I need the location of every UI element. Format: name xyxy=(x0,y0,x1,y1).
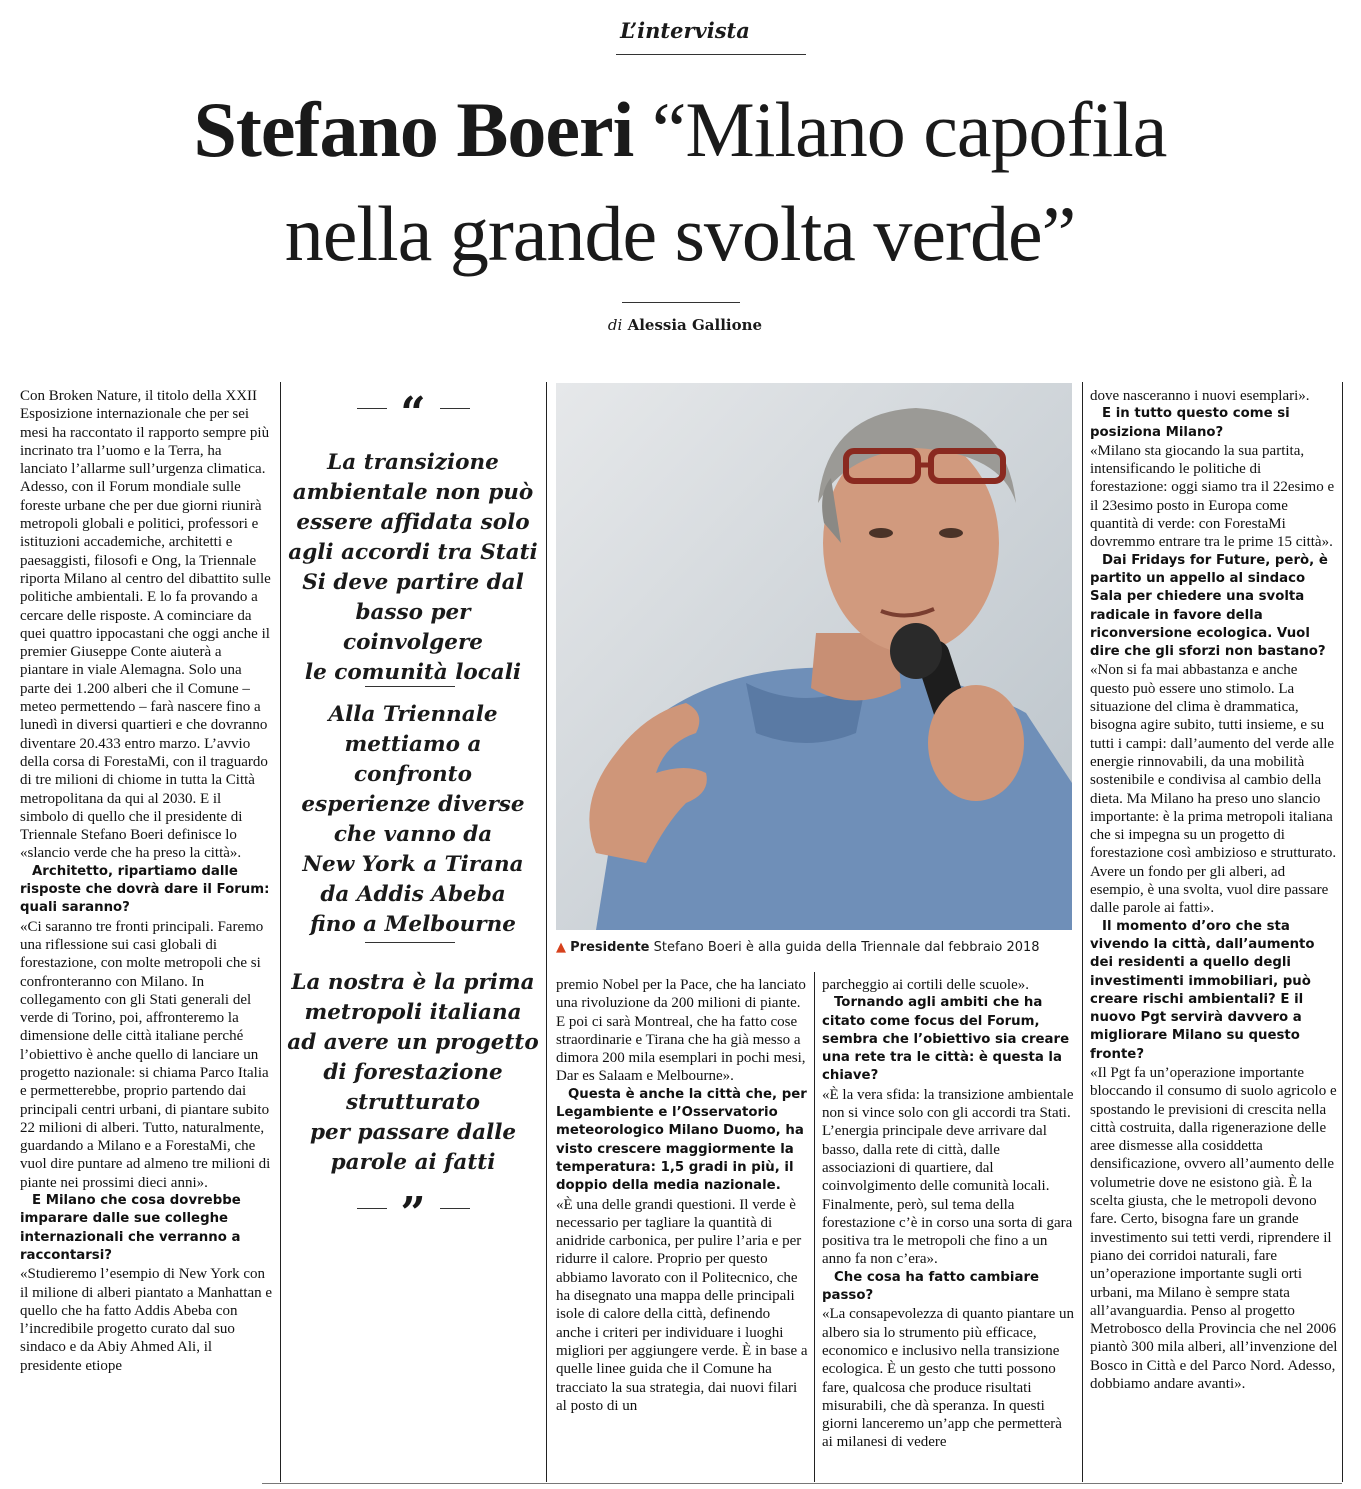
byline-divider xyxy=(622,302,740,303)
question: Tornando agli ambiti che ha citato come focus del Forum, sembra che l’obiettivo sia creare una rete tra le città: è questa la chiave? xyxy=(822,995,1070,1084)
answer: «Milano sta giocando la sua partita, intensificando le politiche di forestazione: oggi siamo tra il 22esimo e il 23esimo posto in Europa come quantità di verde: con ForestaMi dovremmo entrare tra le prime 15 città». xyxy=(1090,442,1335,551)
pullquote-line: New York a Tirana xyxy=(302,852,524,877)
pullquote-line: strutturato xyxy=(345,1090,481,1115)
question: Dai Fridays for Future, però, è partito un appello al sindaco Sala per chiedere una svolta radicale in favore della riconversione ecologica. Vuol dire che gli sforzi non bastano? xyxy=(1090,552,1328,660)
answer: «Il Pgt fa un’operazione importante bloccando il consumo di suolo agricolo e spostando le previsioni di crescita nella città costruita, dalla rigenerazione delle aree dismesse alla cosiddetta densificazione, ovvero all’aumento delle volumetrie dove ne esistono già. È la scelta giusta, che le metropoli devono fare. Certo, bisogna fare un grande investimento sui tetti verdi, riprendere il piano dei corridoi naturali, fare un’operazione importante sugli orti urbani, ma Milano è sempre stata all’avanguardia. Penso al progetto Metrobosco della Provincia che nel 2006 piantò 300 mila alberi, all’invenzione del Bosco in Città e del Parco Nord. Adesso, dobbiamo andare avanti». xyxy=(1090,1064,1338,1393)
answer: «È una delle grandi questioni. Il verde è necessario per tagliare la quantità di anidride carbonica, per pulire l’aria e per ridurre il calore. Proprio per questo abbiamo lavorato con il Politecnico, che ha disegnato una mappa delle principali isole di calore della città, definendo anche i criteri per individuare i luoghi migliori per aggiungere verde. È in base a quelle linee guida che il Comune ha tracciato la sua strategia, dai nuovi filari al posto di un xyxy=(556,1196,808,1414)
byline-prefix: di xyxy=(607,316,623,334)
caption-triangle-icon: ▲ xyxy=(556,940,566,955)
pullquote-line: di forestazione xyxy=(323,1060,503,1085)
column-rule xyxy=(546,382,547,1482)
column-rule xyxy=(1082,382,1083,1482)
pullquote-line: ambientale non può xyxy=(292,480,534,505)
article-column-3 xyxy=(556,976,808,1473)
answer: «Non si fa mai abbastanza e anche questo può essere uno stimolo. La situazione del clima è drammatica, bisogna agire subito, tutti insieme, e su tutti i campi: dall’aumento del verde alle energie rinnovabili, da una mobilità sostenibile e condivisa al cambio della dieta. Ma Milano ha preso uno slancio importante: è la prima metropoli italiana che si impegna su un progetto di forestazione così ambizioso e strutturato. Avere un fondo per gli alberi, ad esempio, è una svolta, vuol dire passare dalle parole ai fatti». xyxy=(1090,662,1337,917)
portrait-illustration xyxy=(556,383,1072,930)
answer-continued: parcheggio ai cortili delle scuole». xyxy=(822,977,1030,993)
photo-caption xyxy=(556,939,1076,957)
pullquote-2 xyxy=(282,700,544,940)
article-column-5 xyxy=(1090,387,1338,1473)
article-column-1 xyxy=(20,387,272,1473)
answer: «È la vera sfida: la transizione ambientale non si vince solo con gli accordi tra Stati. L’energia principale deve arrivare dal basso, dalla rete di città, dalle associazioni di quartiere, dal coinvolgimento delle comunità locali. Finalmente, però, sul tema della forestazione c’è in corso una sorta di gara positiva tra le metropoli che fino a un anno fa non c’era». xyxy=(822,1086,1074,1268)
pullquote-line: La nostra è la prima xyxy=(291,970,535,995)
pullquote-line: mettiamo a confronto xyxy=(344,732,482,787)
answer: «Ci saranno tre fronti principali. Faremo una riflessione sui casi globali di forestazione, con molte metropoli che si confronteranno con Milano. In collegamento con gli Stati generali del verde di Torino, poi, affronteremo la dimensione delle città italiane perché l’obiettivo è anche quello di lanciare un progetto nazionale: si chiama Parco Italia e permetterebbe, proprio partendo dai principali centri urbani, di piantare subito 22 milioni di alberi. Tutto, naturalmente, guardando a Milano e a ForestaMi, che vuol dire puntare ad almeno tre milioni di piante nei prossimi dieci anni». xyxy=(20,918,271,1191)
answer: «La consapevolezza di quanto piantare un albero sia lo strumento più efficace, economico e inclusivo nella transizione ecologica. È un gesto che tutti possono fare, qualcosa che produce risultati misurabili, che dà speranza. In questi giorni lanceremo un’app che permetterà ai milanesi di vedere xyxy=(822,1306,1074,1451)
headline-name: Stefano Boeri xyxy=(193,86,634,173)
headline xyxy=(30,78,1330,286)
question: E in tutto questo come si posiziona Milano? xyxy=(1090,406,1290,440)
pullquote-line: fino a Melbourne xyxy=(310,912,516,937)
bottom-rule xyxy=(262,1483,1342,1484)
kicker-divider xyxy=(616,54,806,55)
quote-dash xyxy=(440,408,470,409)
close-quote-icon: ” xyxy=(400,1188,426,1239)
pullquote-line: Si deve partire dal xyxy=(302,570,524,595)
pullquote-line: parole ai fatti xyxy=(330,1150,496,1175)
pullquote-1 xyxy=(282,448,544,688)
headline-line2: nella grande svolta verde” xyxy=(284,190,1076,277)
pullquote-line: La transizione xyxy=(327,450,499,475)
pullquote-3 xyxy=(282,968,544,1178)
pullquote-line: ad avere un progetto xyxy=(287,1030,539,1055)
answer-continued: dove nasceranno i nuovi esemplari». xyxy=(1090,388,1310,404)
caption-text: Stefano Boeri è alla guida della Triennale dal febbraio 2018 xyxy=(653,940,1040,955)
byline xyxy=(560,316,810,334)
pullquote-line: esperienze diverse xyxy=(301,792,525,817)
pullquote-divider xyxy=(365,942,455,943)
column-rule xyxy=(280,382,281,1482)
portrait-photo xyxy=(556,383,1072,930)
byline-author: Alessia Gallione xyxy=(627,316,763,334)
pullquote-line: che vanno da xyxy=(333,822,493,847)
article-column-4 xyxy=(822,976,1074,1473)
pullquote-line: per passare dalle xyxy=(309,1120,517,1145)
quote-dash xyxy=(440,1208,470,1209)
column-rule xyxy=(814,972,815,1482)
pullquote-line: agli accordi tra Stati xyxy=(288,540,538,565)
answer: «Studieremo l’esempio di New York con il milione di alberi piantato a Manhattan e quello che ha fatto Addis Abeba con l’incredibile progetto curato dal suo sindaco e da Abiy Ahmed Ali, il presidente etiope xyxy=(20,1266,272,1374)
question: E Milano che cosa dovrebbe imparare dalle sue colleghe internazionali che verranno a raccontarsi? xyxy=(20,1193,241,1263)
question: Il momento d’oro che sta vivendo la città, dall’aumento dei residenti a quello degli investimenti immobiliari, può creare rischi ambientali? E il nuovo Pgt servirà davvero a migliorare Milano su questo fronte? xyxy=(1090,918,1315,1062)
pullquote-line: essere affidata solo xyxy=(296,510,530,535)
answer-continued: premio Nobel per la Pace, che ha lanciato una rivoluzione da 200 milioni di piante. E poi ci sarà Montreal, che ha fatto cose straordinarie e Tirana che ha già messo a dimora 200 mila esemplari in pochi mesi, Dar es Salaam e Melbourne». xyxy=(556,977,806,1085)
open-quote-icon: “ xyxy=(400,388,426,439)
pullquote-line: metropoli italiana xyxy=(304,1000,522,1025)
section-kicker: L’intervista xyxy=(620,18,750,43)
question: Architetto, ripartiamo dalle risposte che dovrà dare il Forum: quali saranno? xyxy=(20,863,270,916)
pullquote-line: da Addis Abeba xyxy=(320,882,506,907)
caption-label: Presidente xyxy=(570,940,650,955)
headline-line1: “Milano capofila xyxy=(651,86,1167,173)
lead-paragraph: Con Broken Nature, il titolo della XXII Esposizione internazionale che per sei mesi ha raccontato il rapporto sempre più incrinato tra l’uomo e la Terra, ha lanciato l’allarme sull’urgenza climatica. Adesso, con il Forum mondiale sulle foreste urbane che per due giorni riunirà metropoli globali e politici, professori e istituzioni accademiche, architetti e paesaggisti, filosofi e Ong, la Triennale riporta Milano al centro del dibattito sulle politiche ambientali. E lo fa provando a cercare delle risposte. A cominciare da quei quattro ippocastani che oggi anche il premier Giuseppe Conte aiuterà a piantare in viale Alemagna. Solo una parte dei 1.200 alberi che il Comune – meteo permettendo – farà nascere fino a lunedì in diversi quartieri e che dovranno diventare 20.433 entro marzo. L’avvio della corsa di ForestaMi, con il traguardo di tre milioni di chiome in tutta la Città metropolitana da qui al 2030. E il simbolo di quello che il presidente di Triennale Stefano Boeri definisce lo «slancio verde che ha preso la città». xyxy=(20,388,271,862)
question: Che cosa ha fatto cambiare passo? xyxy=(822,1269,1040,1304)
pullquote-divider xyxy=(365,686,455,687)
pullquote-line: Alla Triennale xyxy=(328,702,498,727)
pullquote-line: basso per coinvolgere xyxy=(343,600,483,655)
column-rule xyxy=(1342,382,1343,1482)
pullquote-line: le comunità locali xyxy=(304,660,522,685)
question: Questa è anche la città che, per Legambiente e l’Osservatorio meteorologico Milano Duomo, ha visto crescere maggiormente la temperatura: 1,5 gradi in più, il doppio della media nazionale. xyxy=(556,1086,807,1194)
